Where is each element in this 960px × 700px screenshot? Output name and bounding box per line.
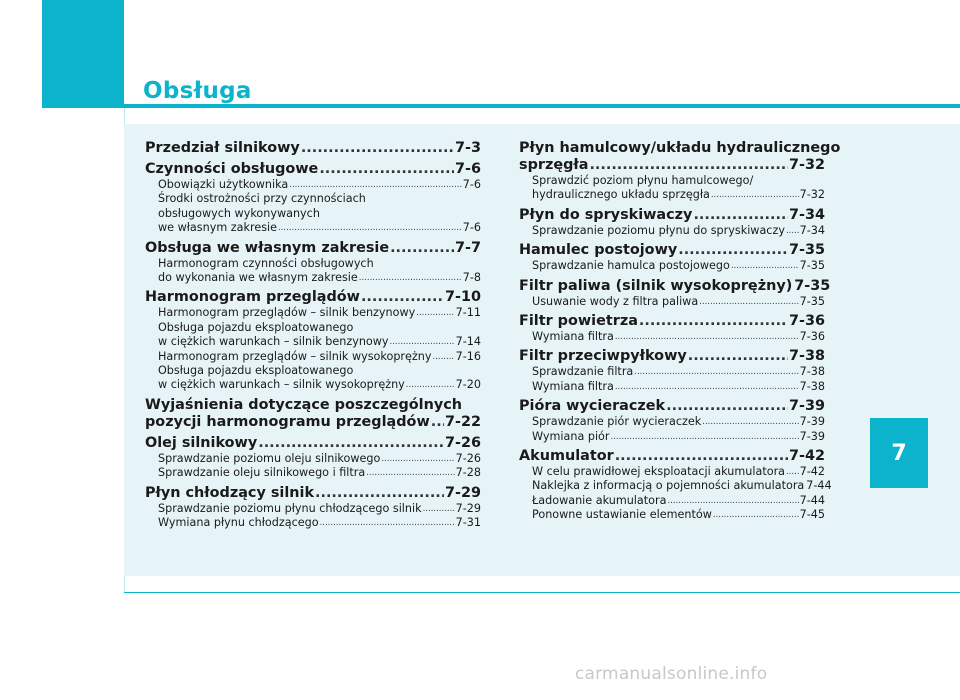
toc-subentry-line: Środki ostrożności przy czynnościach	[158, 192, 366, 206]
toc-subentry[interactable]: Ładowanie akumulatora ..... 7-44	[519, 494, 825, 508]
toc-subentry[interactable]: Sprawdzanie oleju silnikowego i filtra ..... 7-28	[145, 466, 481, 480]
toc-entry[interactable]: Olej silnikowy ..... 7-26	[145, 435, 481, 452]
toc-entry-line: Płyn hamulcowy/układu hydraulicznego	[519, 140, 841, 156]
toc-subentry[interactable]: w ciężkich warunkach – silnik benzynowy ..... 7-14	[145, 335, 481, 349]
chapter-tab[interactable]	[870, 418, 928, 488]
toc-subentry[interactable]: do wykonania we własnym zakresie ..... 7-8	[145, 271, 481, 285]
toc-entry[interactable]: pozycji harmonogramu przeglądów ..... 7-22	[145, 414, 481, 431]
toc-subentry[interactable]: Harmonogram przeglądów – silnik benzynowy ..... 7-11	[145, 306, 481, 320]
toc-subentry[interactable]: Wymiana filtra ..... 7-36	[519, 330, 825, 344]
toc-subentry[interactable]: Wymiana filtra ..... 7-38	[519, 380, 825, 394]
toc-subentry[interactable]: Wymiana płynu chłodzącego ..... 7-31	[145, 516, 481, 530]
toc-entry[interactable]: Filtr powietrza ..... 7-36	[519, 313, 825, 330]
toc-subentry[interactable]: W celu prawidłowej eksploatacji akumulatora ..... 7-42	[519, 465, 825, 479]
toc-entry[interactable]: Harmonogram przeglądów ..... 7-10	[145, 289, 481, 306]
toc-entry[interactable]: Akumulator ..... 7-42	[519, 448, 825, 465]
toc-subentry[interactable]: Wymiana piór ..... 7-39	[519, 430, 825, 444]
toc-entry[interactable]: Filtr paliwa (silnik wysokoprężny) 7-35	[519, 277, 831, 294]
toc-entry[interactable]: Przedział silnikowy ..... 7-3	[145, 140, 481, 157]
toc-entry[interactable]: Hamulec postojowy ..... 7-35	[519, 242, 825, 259]
toc-subentry[interactable]: Harmonogram przeglądów – silnik wysokoprężny ..... 7-16	[145, 350, 481, 364]
toc-column-left	[145, 136, 481, 531]
watermark-text: carmanualsonline.info	[575, 664, 768, 684]
toc-entry[interactable]: Pióra wycieraczek ..... 7-39	[519, 398, 825, 415]
toc-subentry-line: Obsługa pojazdu eksploatowanego	[158, 364, 354, 378]
toc-subentry-line: Harmonogram czynności obsługowych	[158, 256, 374, 270]
toc-subentry[interactable]: w ciężkich warunkach – silnik wysokoprężny ..... 7-20	[145, 378, 481, 392]
toc-subentry[interactable]: Obowiązki użytkownika ..... 7-6	[145, 178, 481, 192]
toc-subentry[interactable]: Sprawdzanie hamulca postojowego ..... 7-35	[519, 259, 825, 273]
toc-subentry[interactable]: Usuwanie wody z filtra paliwa ..... 7-35	[519, 295, 825, 309]
toc-entry[interactable]: Czynności obsługowe ..... 7-6	[145, 161, 481, 178]
toc-column-right	[519, 136, 841, 523]
toc-entry[interactable]: Obsługa we własnym zakresie ..... 7-7	[145, 240, 481, 257]
page-title: Obsługa	[143, 78, 252, 104]
toc-subentry[interactable]: Ponowne ustawianie elementów ..... 7-45	[519, 508, 825, 522]
chapter-number: 7	[891, 440, 907, 466]
toc-entry[interactable]: sprzęgła ..... 7-32	[519, 157, 825, 174]
toc-subentry[interactable]: Naklejka z informacją o pojemności akumulatora 7-44	[532, 479, 832, 493]
toc-subentry[interactable]: Sprawdzanie poziomu oleju silnikowego ..... 7-26	[145, 452, 481, 466]
toc-subentry[interactable]: we własnym zakresie ..... 7-6	[145, 221, 481, 235]
toc-subentry[interactable]: Sprawdzanie filtra ..... 7-38	[519, 365, 825, 379]
toc-subentry[interactable]: Sprawdzanie piór wycieraczek ..... 7-39	[519, 415, 825, 429]
toc-subentry-line: obsługowych wykonywanych	[158, 206, 320, 220]
toc-subentry-line: Obsługa pojazdu eksploatowanego	[158, 320, 354, 334]
header-accent-block	[42, 0, 124, 108]
toc-entry-line: Wyjaśnienia dotyczące poszczególnych	[145, 396, 462, 413]
toc-entry[interactable]: Płyn chłodzący silnik ..... 7-29	[145, 485, 481, 502]
toc-entry[interactable]: Płyn do spryskiwaczy ..... 7-34	[519, 207, 825, 224]
bottom-rule	[124, 592, 960, 593]
toc-entry[interactable]: Filtr przeciwpyłkowy ..... 7-38	[519, 348, 825, 365]
title-rule	[124, 104, 960, 108]
toc-subentry[interactable]: Sprawdzanie poziomu płynu do spryskiwaczy ..... 7-34	[519, 224, 825, 238]
toc-subentry-line: Sprawdzić poziom płynu hamulcowego/	[532, 174, 754, 187]
toc-subentry[interactable]: hydraulicznego układu sprzęgła ..... 7-32	[519, 188, 825, 202]
toc-subentry[interactable]: Sprawdzanie poziomu płynu chłodzącego silnik ..... 7-29	[145, 502, 481, 516]
